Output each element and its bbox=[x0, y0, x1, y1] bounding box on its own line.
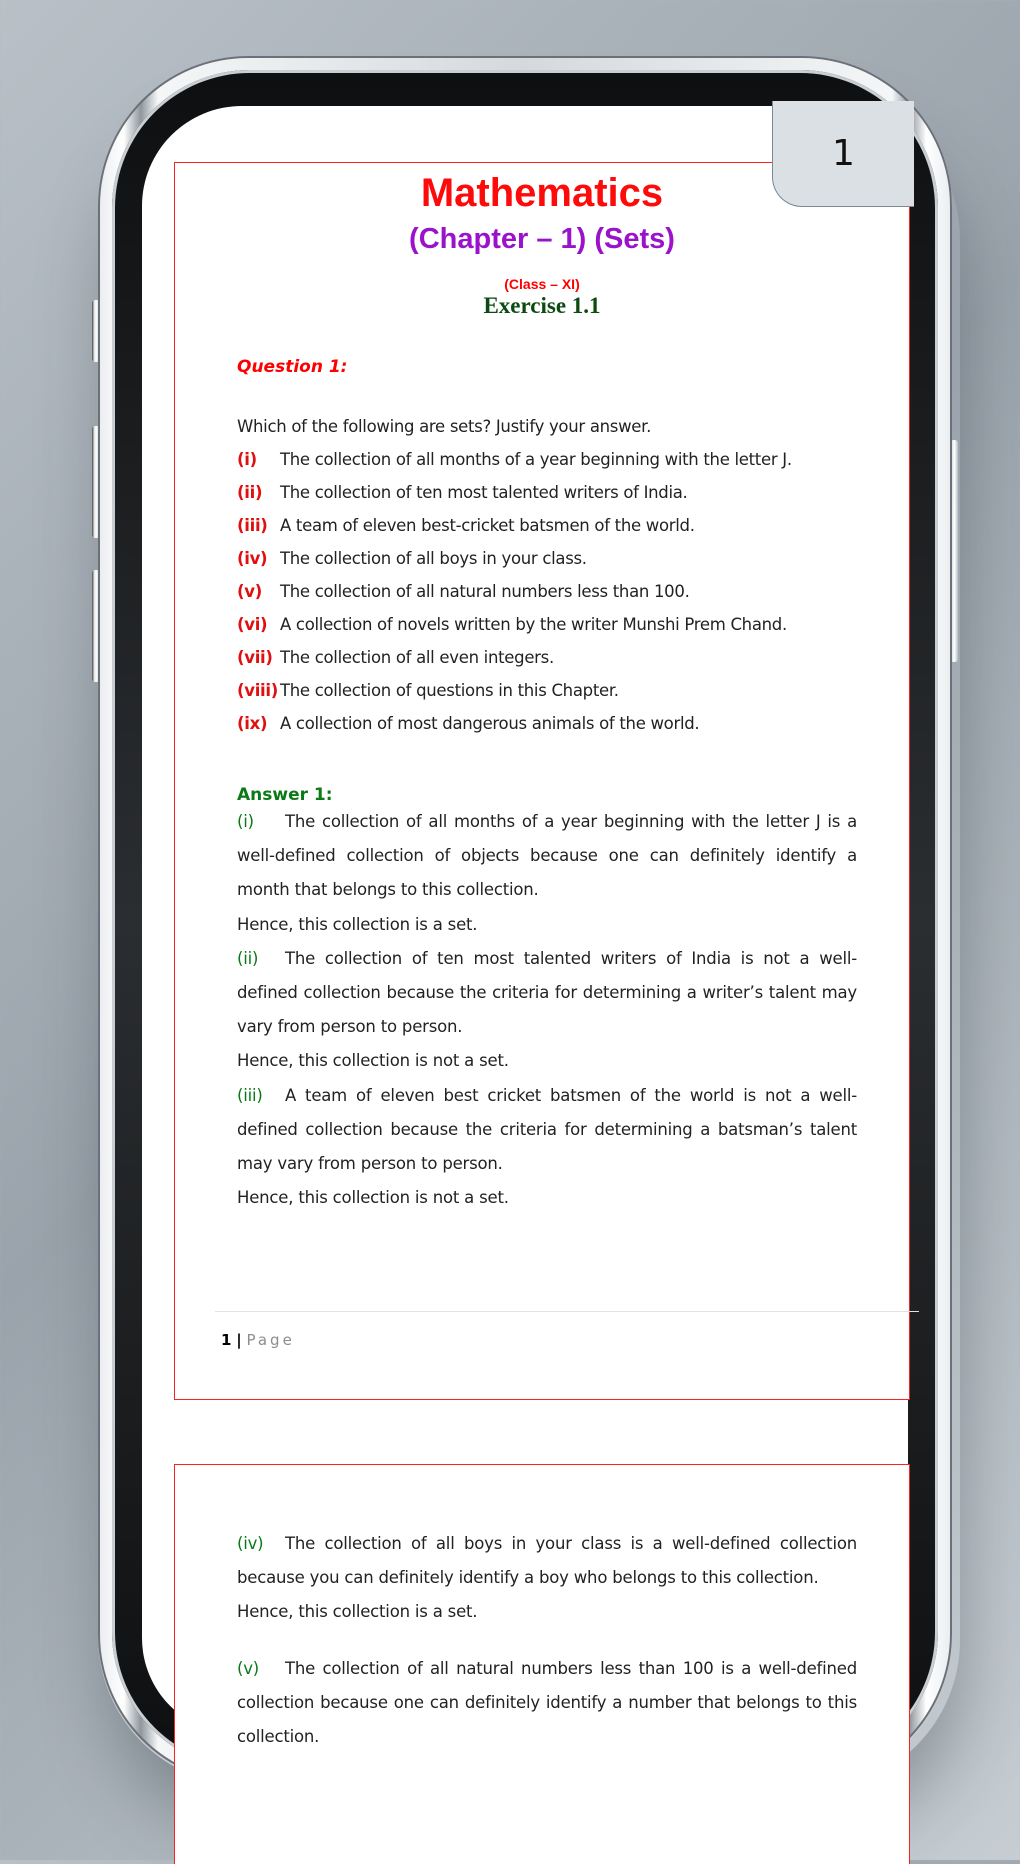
question-item bbox=[237, 542, 857, 575]
answer-item-text: The collection of all months of a year beginning with the letter J is a well-defined collection of objects because one can definitely identify a month that belongs to this collection. bbox=[237, 812, 857, 900]
question-item-number: (iii) bbox=[237, 516, 268, 535]
answer-list-page-1 bbox=[237, 805, 857, 1215]
class-label: (Class – XI) bbox=[504, 276, 580, 292]
question-item-text: A collection of novels written by the writer Munshi Prem Chand. bbox=[280, 615, 787, 634]
answer-item-number: (v) bbox=[237, 1658, 260, 1678]
answer-item-text: A team of eleven best cricket batsmen of the world is not a well-defined collection because the criteria for determining a batsman’s talent may vary from person to person. bbox=[237, 1085, 857, 1174]
answer-item-number: (ii) bbox=[237, 948, 259, 968]
answer-item-text: The collection of all boys in your class is a well-defined collection because you can definitely identify a boy who belongs to this collection. bbox=[237, 1534, 857, 1588]
question-item bbox=[237, 575, 857, 608]
exercise-heading: Exercise 1.1 bbox=[483, 293, 601, 318]
page-number-badge: 1 bbox=[772, 101, 914, 207]
question-item bbox=[237, 608, 857, 641]
phone-frame bbox=[98, 56, 952, 1784]
question-item-number: (ix) bbox=[237, 714, 268, 733]
question-item bbox=[237, 476, 857, 509]
question-item-text: The collection of all months of a year beginning with the letter J. bbox=[280, 450, 792, 469]
answer-conclusion: Hence, this collection is a set. bbox=[237, 914, 478, 934]
footer-page-number: 1 bbox=[221, 1331, 232, 1349]
answer-section-continued bbox=[237, 1527, 857, 1754]
answer-section bbox=[237, 785, 857, 1215]
question-item bbox=[237, 674, 857, 707]
answer-item bbox=[237, 1079, 857, 1182]
question-item-text: A collection of most dangerous animals of the world. bbox=[280, 714, 700, 733]
answer-item-number: (i) bbox=[237, 812, 254, 831]
question-item-number: (iv) bbox=[237, 549, 268, 568]
question-item-text: The collection of questions in this Chapter. bbox=[280, 681, 619, 700]
chapter-subtitle: (Chapter – 1) (Sets) bbox=[409, 223, 675, 255]
question-item-text: The collection of all even integers. bbox=[280, 648, 554, 667]
question-item bbox=[237, 443, 857, 476]
question-item bbox=[237, 707, 857, 740]
answer-item-text: The collection of ten most talented writers of India is not a well-defined collection because the criteria for determining a writer’s talent may vary from person to person. bbox=[237, 948, 857, 1037]
question-section bbox=[237, 357, 857, 740]
answer-item bbox=[237, 1527, 857, 1595]
question-items-list bbox=[237, 443, 857, 740]
answer-conclusion: Hence, this collection is a set. bbox=[237, 1602, 478, 1622]
question-item-text: A team of eleven best-cricket batsmen of the world. bbox=[280, 516, 695, 535]
question-item-number: (ii) bbox=[237, 483, 263, 502]
answer-conclusion: Hence, this collection is not a set. bbox=[237, 1051, 509, 1071]
document-page-2 bbox=[174, 1464, 910, 1864]
footer-page-label: Page bbox=[246, 1331, 295, 1349]
question-item-text: The collection of all boys in your class. bbox=[280, 549, 587, 568]
question-item-number: (vii) bbox=[237, 648, 273, 667]
question-item-number: (vi) bbox=[237, 615, 268, 634]
question-item-text: The collection of ten most talented writers of India. bbox=[280, 483, 688, 502]
question-item-number: (v) bbox=[237, 582, 262, 601]
question-item-text: The collection of all natural numbers less than 100. bbox=[280, 582, 690, 601]
answer-item-text: The collection of all natural numbers less than 100 is a well-defined collection because one can definitely identify a number that belongs to this collection. bbox=[237, 1658, 857, 1747]
document-viewer[interactable] bbox=[142, 106, 908, 1747]
question-item-number: (i) bbox=[237, 450, 257, 469]
answer-item bbox=[237, 1652, 857, 1755]
answer-heading: Answer 1: bbox=[237, 785, 333, 805]
answer-conclusion: Hence, this collection is not a set. bbox=[237, 1188, 509, 1208]
answer-list-page-2 bbox=[237, 1527, 857, 1754]
document-title: Mathematics bbox=[420, 171, 664, 215]
question-heading: Question 1: bbox=[237, 357, 348, 377]
answer-item-number: (iii) bbox=[237, 1085, 263, 1105]
answer-item bbox=[237, 805, 857, 908]
question-intro: Which of the following are sets? Justify your answer. bbox=[237, 417, 652, 436]
question-item bbox=[237, 509, 857, 542]
footer-divider bbox=[215, 1311, 919, 1312]
answer-item bbox=[237, 942, 857, 1045]
answer-item-number: (iv) bbox=[237, 1534, 264, 1553]
page-footer bbox=[221, 1331, 295, 1349]
phone-bezel bbox=[112, 70, 938, 1770]
question-item bbox=[237, 641, 857, 674]
footer-separator: | bbox=[236, 1331, 242, 1349]
document-page-1 bbox=[174, 162, 910, 1400]
question-item-number: (viii) bbox=[237, 681, 279, 700]
